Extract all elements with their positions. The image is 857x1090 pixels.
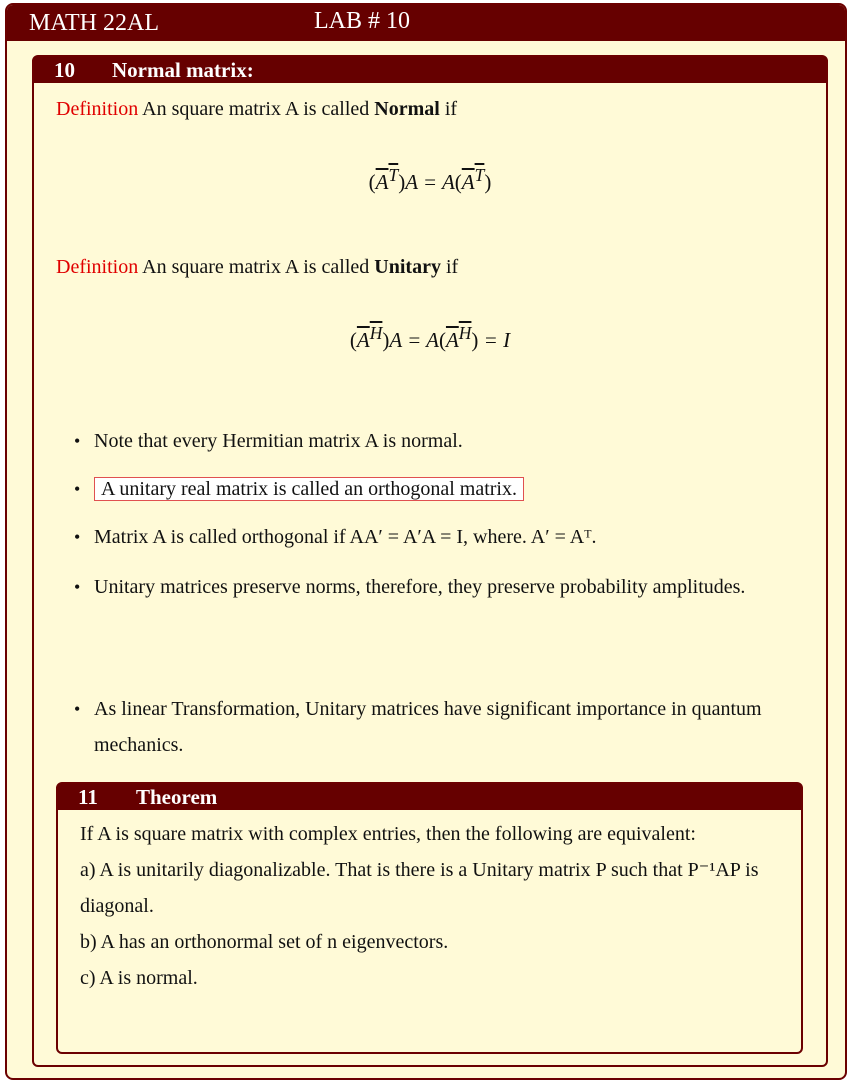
definition-label: Definition [56, 98, 139, 120]
definition-text: An square matrix A is called [142, 256, 370, 278]
lab-title: LAB # 10 [314, 8, 410, 34]
bullet-icon: • [74, 527, 81, 547]
theorem-header [58, 784, 801, 810]
bullet-icon: • [74, 577, 81, 597]
list-item: • Note that every Hermitian matrix A is normal. [74, 423, 814, 471]
definition-suffix: if [444, 98, 458, 120]
bullet-icon: • [74, 431, 81, 451]
theorem-box [56, 782, 803, 1054]
slide-header [7, 5, 845, 41]
definition-term: Normal [374, 98, 440, 120]
section-number: 10 [54, 57, 75, 82]
section-title: Normal matrix: [112, 57, 254, 82]
bullet-icon: • [74, 699, 81, 719]
list-item [74, 471, 814, 519]
section-header [34, 57, 826, 83]
highlighted-statement: A unitary real matrix is called an orthogonal matrix. [94, 477, 524, 501]
theorem-line: c) A is normal. [80, 967, 198, 989]
list-item: • Unitary matrices preserve norms, therefore, they preserve probability amplitudes. [74, 569, 814, 691]
slide-frame [5, 3, 847, 1080]
definition-term: Unitary [374, 256, 441, 278]
definition-label: Definition [56, 256, 139, 278]
list-item: • As linear Transformation, Unitary matrices have significant importance in quantum mechanics. [74, 691, 814, 763]
theorem-line: b) A has an orthonormal set of n eigenvectors. [80, 931, 449, 953]
definition-text: An square matrix A is called [142, 98, 370, 120]
theorem-line: a) A is unitarily diagonalizable. That is there is a Unitary matrix P such that P⁻¹AP is diagonal. [80, 859, 759, 917]
section-box [32, 55, 828, 1067]
course-title: MATH 22AL [29, 9, 159, 36]
theorem-number: 11 [78, 784, 98, 809]
normal-equation: $(A^T)A = A(A^T)$ [368, 165, 492, 194]
definition-unitary [56, 249, 458, 285]
bullet-list [74, 423, 814, 763]
theorem-body [58, 810, 801, 996]
definition-normal [56, 91, 457, 127]
theorem-line: If A is square matrix with complex entries, then the following are equivalent: [80, 823, 696, 845]
bullet-icon: • [74, 479, 81, 499]
definition-suffix: if [445, 256, 459, 278]
theorem-title: Theorem [136, 784, 218, 809]
unitary-equation: $(A^H)A = A(A^H) = I$ [349, 323, 511, 352]
list-item: • Matrix A is called orthogonal if AA′ = A′A = I, where. A′ = Aᵀ. [74, 519, 814, 569]
